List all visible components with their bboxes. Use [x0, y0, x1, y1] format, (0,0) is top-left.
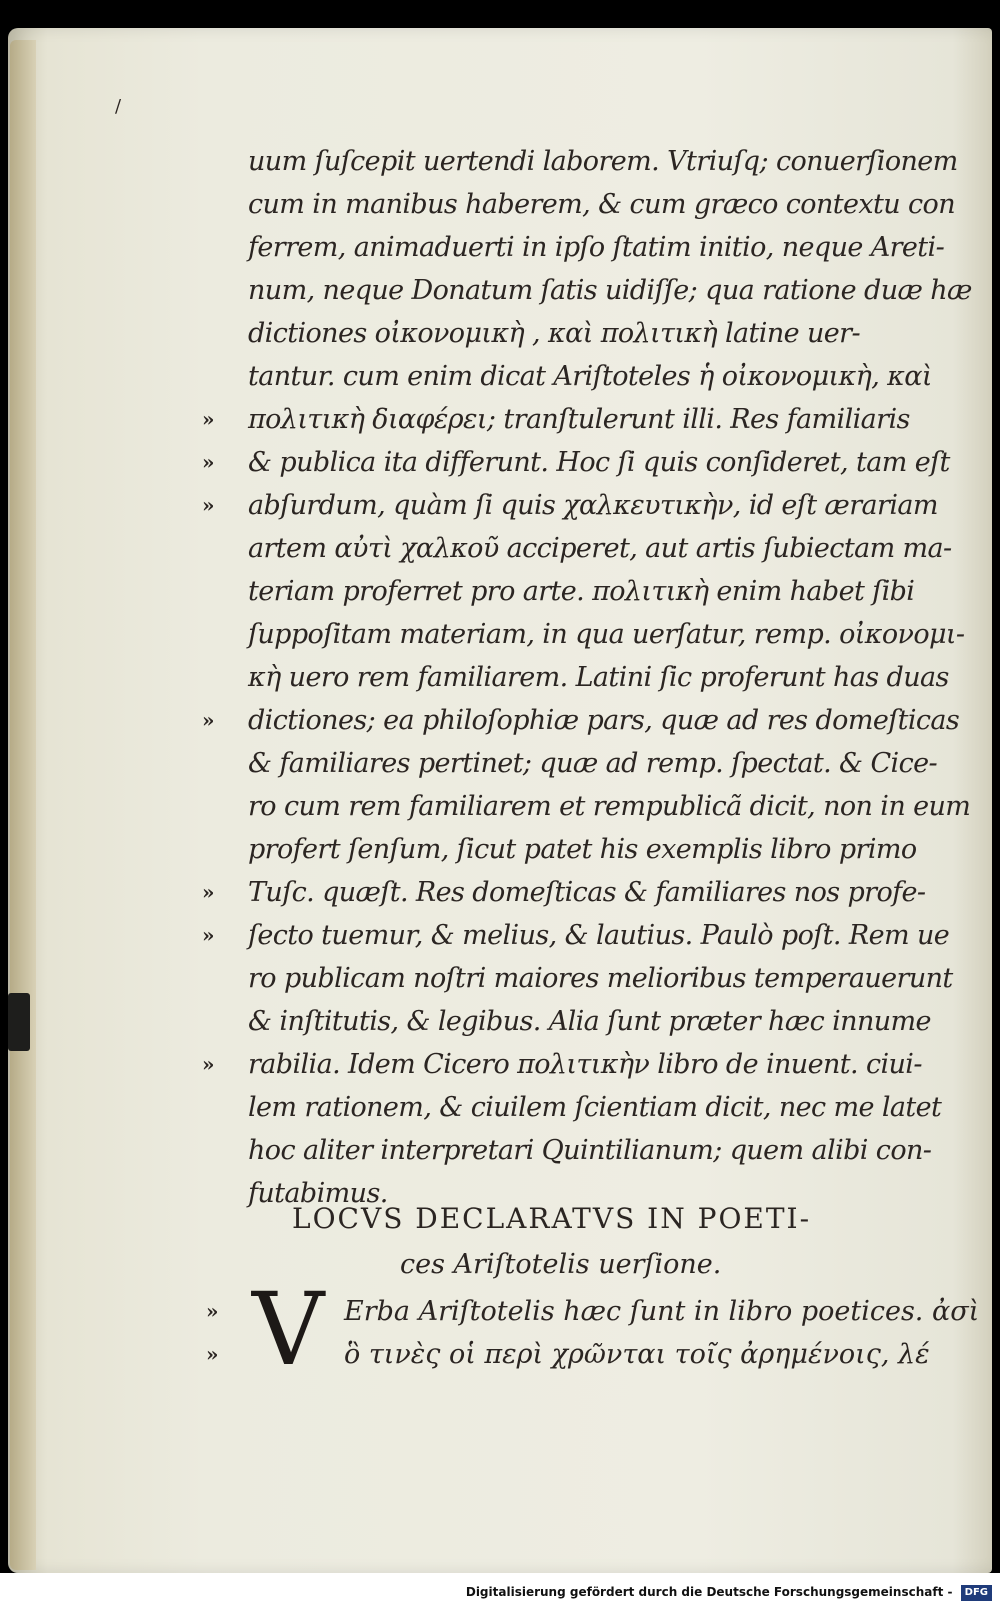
line-text: profert ſenſum, ſicut patet his exemplis libro primo — [248, 834, 917, 865]
text-line — [206, 1290, 980, 1333]
quote-marker: » — [202, 1052, 214, 1076]
line-text: ſuppoſitam materiam, in qua uerſatur, remp. οἰκονομι- — [248, 619, 965, 650]
line-text: teriam proferret pro arte. πολιτικὴ enim habet ſibi — [248, 576, 915, 607]
quote-marker: » — [202, 450, 214, 474]
text-line — [248, 828, 917, 871]
text-line — [248, 570, 915, 613]
line-text: κὴ uero rem familiarem. Latini ſic proferunt has duas — [248, 662, 949, 693]
line-text: uum ſuſcepit uertendi laborem. Vtriuſq; conuerſionem — [248, 146, 958, 177]
drop-capital: V — [252, 1271, 325, 1388]
section-subheading: ces Ariſtotelis uerſione. — [400, 1249, 722, 1280]
text-line — [202, 699, 960, 742]
text-line — [248, 226, 945, 269]
text-line — [248, 1086, 942, 1129]
line-text: ferrem, animaduerti in ipſo ſtatim initio, neque Areti- — [248, 232, 945, 263]
line-text: dictiones οἰκονομικὴ , καὶ πολιτικὴ latine uer- — [248, 318, 860, 349]
text-line — [248, 785, 971, 828]
main-text — [202, 140, 972, 1215]
text-line — [248, 656, 949, 699]
text-line — [202, 398, 910, 441]
text-line — [248, 613, 965, 656]
text-line — [202, 871, 926, 914]
line-text: ro publicam noſtri maiores melioribus temperauerunt — [248, 963, 953, 994]
text-line — [248, 1000, 931, 1043]
page-edge — [10, 40, 36, 1570]
text-line — [248, 183, 955, 226]
line-text: ſecto tuemur, & melius, & lautius. Paulò poſt. Rem ue — [248, 920, 950, 951]
section-heading: LOCVS DECLARATVS IN POETI- — [292, 1202, 812, 1235]
quote-marker: » — [202, 708, 214, 732]
line-text: ro cum rem familiarem et rempublicã dicit, non in eum — [248, 791, 971, 822]
second-paragraph — [206, 1290, 980, 1376]
line-text: πολιτικὴ διαφέρει; tranſtulerunt illi. Res familiaris — [248, 404, 910, 435]
text-line — [202, 441, 950, 484]
line-text: tantur. cum enim dicat Ariſtoteles ἡ οἰκονομικὴ, καὶ — [248, 361, 932, 392]
line-text: artem αὐτὶ χαλκοῦ acciperet, aut artis ſubiectam ma- — [248, 533, 952, 564]
text-line — [202, 914, 950, 957]
line-text: futabimus. — [248, 1178, 388, 1209]
line-text: rabilia. Idem Cicero πολιτικὴν libro de inuent. ciui- — [248, 1049, 922, 1080]
quote-marker: » — [202, 880, 214, 904]
quote-marker: » — [202, 493, 214, 517]
line-text: cum in manibus haberem, & cum græco contextu con — [248, 189, 955, 220]
text-line — [248, 269, 972, 312]
text-line — [248, 957, 953, 1000]
line-text: & inſtitutis, & legibus. Alia ſunt præter hæc innume — [248, 1006, 931, 1037]
text-line — [248, 355, 932, 398]
dfg-logo: DFG — [961, 1585, 992, 1601]
quote-marker: » — [202, 407, 214, 431]
text-line — [248, 1129, 932, 1172]
text-line — [248, 140, 958, 183]
line-text: dictiones; ea philoſophiæ pars, quæ ad res domeſticas — [248, 705, 960, 736]
line-text: lem rationem, & ciuilem ſcientiam dicit, nec me latet — [248, 1092, 942, 1123]
line-text: abſurdum, quàm ſi quis χαλκευτικὴν, id eſt ærariam — [248, 490, 938, 521]
footer-text: Digitalisierung gefördert durch die Deutsche Forschungsgemeinschaft - — [465, 1585, 953, 1599]
digitization-footer — [0, 1573, 1000, 1611]
quote-marker: » — [206, 1342, 219, 1366]
text-line — [248, 527, 952, 570]
line-text: Tuſc. quæſt. Res domeſticas & familiares nos profe- — [248, 877, 926, 908]
text-line — [248, 742, 937, 785]
quote-marker: » — [206, 1299, 219, 1323]
text-line — [202, 1043, 922, 1086]
text-line — [206, 1333, 930, 1376]
text-line — [248, 312, 908, 355]
line-text: hoc aliter interpretari Quintilianum; quem alibi con- — [248, 1135, 932, 1166]
quote-marker: » — [202, 923, 214, 947]
spine-mark — [8, 993, 30, 1051]
line-text: num, neque Donatum ſatis uidiſſe; qua ratione duæ hæ — [248, 275, 972, 306]
line-text: Erba Ariſtotelis hæc ſunt in libro poetices. ἀσὶ — [344, 1296, 980, 1327]
text-line — [202, 484, 938, 527]
line-text: & publica ita differunt. Hoc ſi quis conſideret, tam eſt — [248, 447, 950, 478]
margin-mark: / — [115, 96, 122, 117]
line-text: ὃ τινὲς οἱ περὶ χρῶνται τοῖς ἀρημένοις, λέ — [344, 1339, 930, 1370]
line-text: & familiares pertinet; quæ ad remp. ſpectat. & Cice- — [248, 748, 937, 779]
